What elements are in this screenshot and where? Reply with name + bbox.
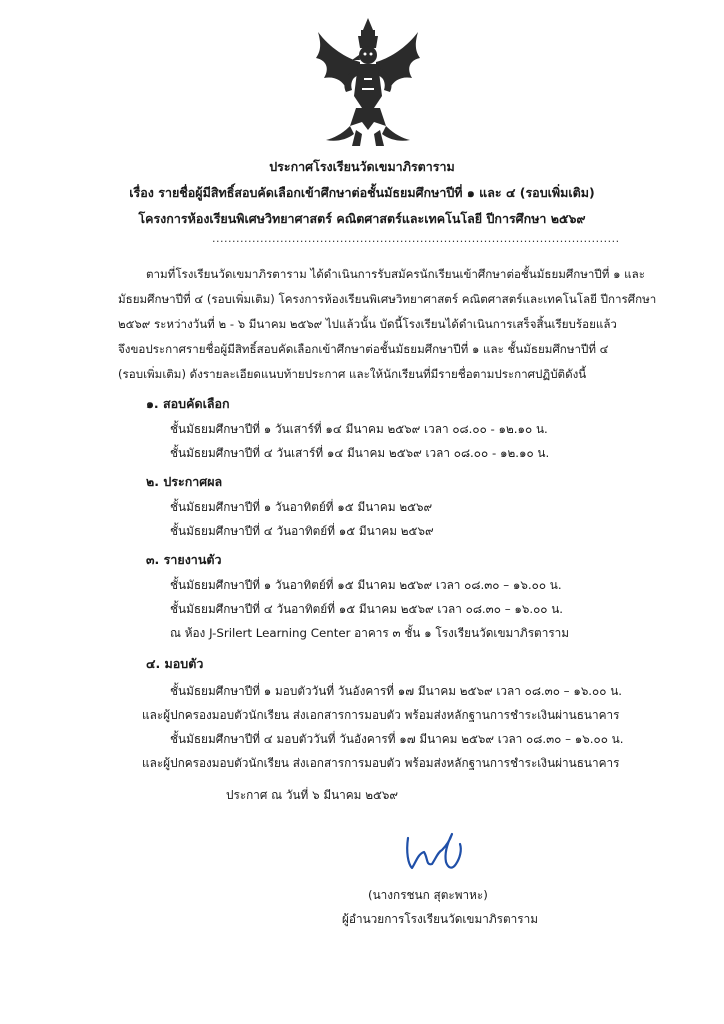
- intro-line: ๒๕๖๙ ระหว่างวันที่ ๒ - ๖ มีนาคม ๒๕๖๙ ไปแล้วนั้น บัดนี้โรงเรียนได้ดำเนินการเสร็จสิ้นเรียบร้อยแล้ว: [118, 317, 617, 331]
- intro-line: จึงขอประกาศรายชื่อผู้มีสิทธิ์สอบคัดเลือกเข้าศึกษาต่อชั้นมัธยมศึกษาปีที่ ๑ และ ชั้นมัธยมศึกษาปีที่ ๔: [118, 342, 609, 356]
- garuda-emblem-icon: [316, 18, 420, 150]
- announcement-subject: เรื่อง รายชื่อผู้มีสิทธิ์สอบคัดเลือกเข้าศึกษาต่อชั้นมัธยมศึกษาปีที่ ๑ และ ๔ (รอบเพิ่มเติม): [129, 185, 595, 200]
- enrollment-line: ชั้นมัธยมศึกษาปีที่ ๔ มอบตัววันที่ วันอังคารที่ ๑๗ มีนาคม ๒๕๖๙ เวลา ๐๘.๓๐ – ๑๖.๐๐ น.: [170, 732, 624, 746]
- results-line: ชั้นมัธยมศึกษาปีที่ ๑ วันอาทิตย์ที่ ๑๕ มีนาคม ๒๕๖๙: [170, 500, 433, 514]
- enrollment-line: ชั้นมัธยมศึกษาปีที่ ๑ มอบตัววันที่ วันอังคารที่ ๑๗ มีนาคม ๒๕๖๙ เวลา ๐๘.๓๐ – ๑๖.๐๐ น.: [170, 684, 623, 698]
- section-title-results: ๒. ประกาศผล: [146, 474, 223, 489]
- signature-icon: [402, 828, 468, 874]
- project-title: โครงการห้องเรียนพิเศษวิทยาศาสตร์ คณิตศาสตร์และเทคโนโลยี ปีการศึกษา ๒๕๖๙: [138, 211, 586, 226]
- intro-line: มัธยมศึกษาปีที่ ๔ (รอบเพิ่มเติม) โครงการห้องเรียนพิเศษวิทยาศาสตร์ คณิตศาสตร์และเทคโนโลยี ปีการศึกษา: [118, 292, 657, 306]
- signer-name: (นางกรชนก สุตะพาหะ): [368, 888, 488, 902]
- report-line: ชั้นมัธยมศึกษาปีที่ ๔ วันอาทิตย์ที่ ๑๕ มีนาคม ๒๕๖๙ เวลา ๐๘.๓๐ – ๑๖.๐๐ น.: [170, 602, 564, 616]
- section-title-exam: ๑. สอบคัดเลือก: [146, 396, 230, 411]
- report-line: ชั้นมัธยมศึกษาปีที่ ๑ วันอาทิตย์ที่ ๑๕ มีนาคม ๒๕๖๙ เวลา ๐๘.๓๐ – ๑๖.๐๐ น.: [170, 578, 562, 592]
- enrollment-note: และผู้ปกครองมอบตัวนักเรียน ส่งเอกสารการมอบตัว พร้อมส่งหลักฐานการชำระเงินผ่านธนาคาร: [142, 756, 620, 770]
- section-title-report: ๓. รายงานตัว: [146, 552, 222, 567]
- section-title-enrollment: ๔. มอบตัว: [146, 656, 204, 671]
- results-line: ชั้นมัธยมศึกษาปีที่ ๔ วันอาทิตย์ที่ ๑๕ มีนาคม ๒๕๖๙: [170, 524, 434, 538]
- signer-position: ผู้อำนวยการโรงเรียนวัดเขมาภิรตาราม: [342, 912, 539, 926]
- exam-line: ชั้นมัธยมศึกษาปีที่ ๑ วันเสาร์ที่ ๑๔ มีนาคม ๒๕๖๙ เวลา ๐๘.๐๐ - ๑๒.๑๐ น.: [170, 422, 548, 436]
- dotted-separator: ......................................................................................................: [212, 232, 620, 245]
- intro-line: (รอบเพิ่มเติม) ดังรายละเอียดแนบท้ายประกาศ และให้นักเรียนที่มีรายชื่อตามประกาศปฏิบัติดังนี้: [118, 367, 587, 381]
- announce-date: ประกาศ ณ วันที่ ๖ มีนาคม ๒๕๖๙: [226, 788, 399, 802]
- exam-line: ชั้นมัธยมศึกษาปีที่ ๔ วันเสาร์ที่ ๑๔ มีนาคม ๒๕๖๙ เวลา ๐๘.๐๐ - ๑๒.๑๐ น.: [170, 446, 550, 460]
- enrollment-note: และผู้ปกครองมอบตัวนักเรียน ส่งเอกสารการมอบตัว พร้อมส่งหลักฐานการชำระเงินผ่านธนาคาร: [142, 708, 620, 722]
- report-location: ณ ห้อง J-Srilert Learning Center อาคาร ๓ ชั้น ๑ โรงเรียนวัดเขมาภิรตาราม: [170, 626, 570, 640]
- intro-line: ตามที่โรงเรียนวัดเขมาภิรตาราม ได้ดำเนินการรับสมัครนักเรียนเข้าศึกษาต่อชั้นมัธยมศึกษาปีที่ ๑ และ: [146, 267, 645, 281]
- announcement-heading: ประกาศโรงเรียนวัดเขมาภิรตาราม: [269, 159, 455, 174]
